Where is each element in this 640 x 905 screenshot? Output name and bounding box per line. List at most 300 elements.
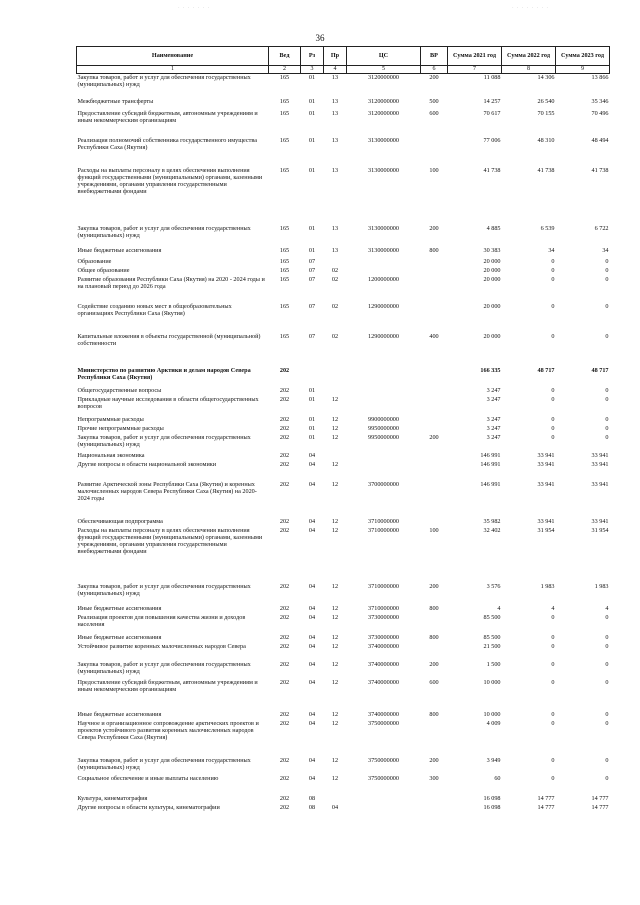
cell-pr: 12	[331, 678, 339, 686]
cell-sum-2022: 0	[551, 756, 555, 764]
cell-sum-2021: 4 885	[486, 224, 501, 232]
cell-ved: 202	[279, 642, 290, 650]
cell-pr: 12	[331, 774, 339, 782]
cell-rz: 04	[308, 480, 316, 488]
cell-rz: 07	[308, 266, 316, 274]
cell-cs: 3750000000	[368, 719, 399, 727]
cell-sum-2022: 4	[551, 604, 555, 612]
cell-pr: 02	[331, 302, 339, 310]
cell-sum-2022: 33 941	[537, 517, 555, 525]
cell-cs	[347, 396, 421, 416]
cell-pr: 12	[331, 395, 339, 403]
cell-sum-2021: 146 991	[480, 480, 501, 488]
table-row	[77, 481, 610, 518]
cell-sum-2022: 0	[551, 719, 555, 727]
table-row	[77, 583, 610, 605]
cell-sum-2021: 1 500	[486, 660, 501, 668]
cell-cs: 3710000000	[368, 582, 399, 590]
cell-sum-2021: 70 617	[483, 109, 501, 117]
cell-name: Предоставление субсидий бюджетным, автономным учреждениям и иным некоммерческим организациям	[77, 109, 258, 124]
cell-vr: 800	[429, 710, 439, 718]
cell-rz	[301, 367, 324, 387]
table-row	[77, 416, 610, 425]
cell-cs: 3700000000	[368, 480, 399, 488]
cell-sum-2021: 20 000	[483, 302, 501, 310]
cell-sum-2021: 85 500	[483, 613, 501, 621]
table-row	[77, 775, 610, 795]
cell-rz: 07	[308, 275, 316, 283]
header-pr: Пр	[324, 47, 347, 66]
table-row	[77, 137, 610, 167]
table-row	[77, 110, 610, 137]
cell-pr: 13	[331, 109, 339, 117]
table-row	[77, 795, 610, 804]
cell-sum-2022: 48 310	[537, 136, 555, 144]
cell-sum-2022: 0	[551, 660, 555, 668]
cell-rz: 04	[308, 678, 316, 686]
cell-ved: 202	[279, 582, 290, 590]
cell-sum-2023: 0	[605, 266, 609, 274]
cell-vr	[421, 367, 448, 387]
cell-pr	[324, 367, 347, 387]
table-row	[77, 661, 610, 679]
cell-vr: 200	[429, 433, 439, 441]
cell-sum-2023: 33 941	[591, 460, 609, 468]
cell-cs	[347, 267, 421, 276]
cell-name: Расходы на выплаты персоналу в целях обеспечения выполнения функций государственными (муниципальными) органами, казенными учреждениями, органами управления государственными внебюджетными фондами	[77, 526, 263, 556]
cell-ved: 202	[279, 517, 290, 525]
cell-ved: 202	[279, 774, 290, 782]
cell-ved: 165	[279, 74, 290, 82]
cell-pr: 13	[331, 166, 339, 174]
cell-sum-2021: 30 383	[483, 246, 501, 254]
cell-vr: 500	[429, 97, 439, 105]
cell-cs: 3740000000	[368, 678, 399, 686]
cell-ved: 165	[279, 224, 290, 232]
cell-ved: 202	[279, 633, 290, 641]
cell-sum-2023: 0	[605, 302, 609, 310]
cell-pr: 13	[331, 136, 339, 144]
table-row	[77, 333, 610, 367]
cell-ved: 165	[279, 332, 290, 340]
cell-sum-2023: 0	[605, 756, 609, 764]
cell-sum-2023: 33 941	[591, 517, 609, 525]
cell-vr	[421, 137, 448, 167]
table-row	[77, 679, 610, 711]
cell-vr: 800	[429, 633, 439, 641]
cell-pr: 12	[331, 756, 339, 764]
header-sum-2021: Сумма 2021 год	[448, 47, 502, 66]
cell-name: Культура, кинематография	[77, 794, 148, 802]
cell-vr: 200	[429, 224, 439, 232]
cell-sum-2021: 35 982	[483, 517, 501, 525]
header-cs: ЦС	[347, 47, 421, 66]
cell-ved: 165	[279, 136, 290, 144]
cell-ved: 202	[279, 756, 290, 764]
cell-vr	[421, 387, 448, 396]
cell-pr: 12	[331, 517, 339, 525]
cell-name: Развитие образования Республики Саха (Якутия) на 2020 - 2024 годы и на плановый период до 2026 года	[77, 275, 265, 290]
cell-cs: 3120000000	[368, 97, 399, 105]
cell-vr	[421, 258, 448, 267]
table-row	[77, 425, 610, 434]
cell-sum-2022: 0	[551, 395, 555, 403]
cell-sum-2021: 4 009	[486, 719, 501, 727]
cell-sum-2021: 60	[494, 774, 501, 782]
table-row	[77, 167, 610, 225]
cell-sum-2022: 14 777	[537, 803, 555, 811]
cell-sum-2021: 10 000	[483, 710, 501, 718]
cell-vr: 100	[429, 166, 439, 174]
cell-vr: 600	[429, 678, 439, 686]
cell-name: Другие вопросы в области национальной экономики	[77, 460, 217, 468]
header-name: Наименование	[77, 47, 269, 66]
cell-cs: 3130000000	[368, 246, 399, 254]
cell-sum-2022: 48 717	[537, 366, 555, 374]
cell-sum-2023: 6 722	[594, 224, 609, 232]
cell-cs: 9950000000	[368, 433, 399, 441]
cell-name: Предоставление субсидий бюджетным, автономным учреждениям и иным некоммерческим организациям	[77, 678, 258, 693]
cell-vr: 100	[429, 526, 439, 534]
cell-rz: 07	[308, 302, 316, 310]
cell-sum-2022: 0	[551, 424, 555, 432]
cell-sum-2021: 21 500	[483, 642, 501, 650]
cell-sum-2023: 48 717	[591, 366, 609, 374]
cell-cs: 3740000000	[368, 660, 399, 668]
cell-sum-2023: 0	[605, 660, 609, 668]
table-row	[77, 267, 610, 276]
cell-sum-2023: 0	[605, 710, 609, 718]
cell-rz: 04	[308, 719, 316, 727]
cell-pr	[324, 795, 347, 804]
cell-ved: 202	[279, 613, 290, 621]
cell-ved: 202	[279, 794, 290, 802]
cell-ved: 202	[279, 433, 290, 441]
cell-cs: 3730000000	[368, 633, 399, 641]
cell-rz: 04	[308, 613, 316, 621]
table-row	[77, 643, 610, 661]
table-row	[77, 527, 610, 583]
cell-cs: 3740000000	[368, 710, 399, 718]
cell-sum-2021: 3 949	[486, 756, 501, 764]
cell-sum-2023: 0	[605, 642, 609, 650]
cell-rz: 01	[308, 395, 316, 403]
table-row	[77, 367, 610, 387]
cell-cs	[347, 367, 421, 387]
cell-vr	[421, 643, 448, 661]
cell-vr: 800	[429, 246, 439, 254]
cell-sum-2022: 33 941	[537, 460, 555, 468]
scan-mark-left: · · · · · · ·	[178, 6, 211, 11]
cell-pr: 12	[331, 480, 339, 488]
cell-rz: 04	[308, 710, 316, 718]
cell-sum-2023: 0	[605, 415, 609, 423]
cell-name: Закупка товаров, работ и услуг для обеспечения государственных (муниципальных) нужд	[77, 433, 251, 448]
cell-name: Межбюджетные трансферты	[77, 97, 154, 105]
cell-name: Закупка товаров, работ и услуг для обеспечения государственных (муниципальных) нужд	[77, 756, 251, 771]
cell-sum-2022: 0	[551, 613, 555, 621]
cell-sum-2021: 3 247	[486, 424, 501, 432]
cell-name: Капитальные вложения в объекты государственной (муниципальной) собственности	[77, 332, 261, 347]
cell-pr: 02	[331, 266, 339, 274]
cell-pr: 12	[331, 526, 339, 534]
cell-rz: 01	[308, 109, 316, 117]
cell-pr: 12	[331, 719, 339, 727]
cell-pr	[324, 387, 347, 396]
cell-pr	[324, 258, 347, 267]
cell-rz: 04	[308, 633, 316, 641]
cell-pr: 12	[331, 660, 339, 668]
cell-ved: 165	[279, 109, 290, 117]
cell-pr: 12	[331, 633, 339, 641]
cell-ved: 165	[279, 166, 290, 174]
cell-ved: 202	[279, 386, 290, 394]
cell-ved: 202	[279, 604, 290, 612]
cell-sum-2023: 41 738	[591, 166, 609, 174]
cell-vr	[421, 396, 448, 416]
cell-name: Иные бюджетные ассигнования	[77, 710, 162, 718]
cell-rz: 01	[308, 166, 316, 174]
cell-pr: 12	[331, 710, 339, 718]
cell-rz: 01	[308, 424, 316, 432]
cell-sum-2022: 0	[551, 257, 555, 265]
cell-sum-2023: 0	[605, 386, 609, 394]
cell-ved: 165	[279, 302, 290, 310]
cell-sum-2022: 33 941	[537, 480, 555, 488]
cell-sum-2023: 4	[605, 604, 609, 612]
cell-rz: 01	[308, 74, 316, 82]
cell-rz: 01	[308, 386, 316, 394]
cell-sum-2021: 146 991	[480, 451, 501, 459]
cell-name: Национальная экономика	[77, 451, 145, 459]
cell-cs: 3120000000	[368, 109, 399, 117]
cell-vr: 200	[429, 756, 439, 764]
cell-sum-2021: 3 247	[486, 386, 501, 394]
cell-name: Прочие непрограммные расходы	[77, 424, 164, 432]
cell-name: Иные бюджетные ассигнования	[77, 633, 162, 641]
cell-rz: 01	[308, 246, 316, 254]
cell-ved: 202	[279, 415, 290, 423]
cell-pr: 13	[331, 224, 339, 232]
column-number: 3	[301, 66, 324, 74]
cell-rz: 04	[308, 451, 316, 459]
cell-cs: 3740000000	[368, 642, 399, 650]
cell-sum-2021: 16 098	[483, 803, 501, 811]
cell-vr	[421, 481, 448, 518]
cell-rz: 01	[308, 224, 316, 232]
header-ved: Вед	[269, 47, 301, 66]
cell-sum-2021: 16 098	[483, 794, 501, 802]
table-row	[77, 247, 610, 258]
cell-rz: 04	[308, 642, 316, 650]
cell-sum-2021: 4	[497, 604, 501, 612]
cell-name: Содействие созданию новых мест в общеобразовательных организациях Республики Саха (Якутия)	[77, 302, 232, 317]
cell-sum-2022: 0	[551, 415, 555, 423]
cell-sum-2022: 31 954	[537, 526, 555, 534]
cell-cs: 3750000000	[368, 774, 399, 782]
cell-pr: 12	[331, 582, 339, 590]
cell-name: Устойчивое развитие коренных малочисленных народов Севера	[77, 642, 246, 650]
cell-sum-2022: 41 738	[537, 166, 555, 174]
cell-ved: 165	[279, 97, 290, 105]
cell-sum-2021: 3 247	[486, 395, 501, 403]
column-number: 8	[502, 66, 556, 74]
cell-sum-2022: 34	[548, 246, 555, 254]
cell-vr	[421, 804, 448, 813]
cell-sum-2023: 48 494	[591, 136, 609, 144]
cell-sum-2023: 33 941	[591, 451, 609, 459]
header-rz: Рз	[301, 47, 324, 66]
cell-vr: 200	[429, 74, 439, 82]
cell-sum-2023: 0	[605, 678, 609, 686]
header-sum-2022: Сумма 2022 год	[502, 47, 556, 66]
cell-cs: 3710000000	[368, 517, 399, 525]
cell-sum-2023: 35 346	[591, 97, 609, 105]
cell-sum-2023: 0	[605, 719, 609, 727]
cell-cs: 3130000000	[368, 224, 399, 232]
cell-vr: 300	[429, 774, 439, 782]
cell-name: Образование	[77, 257, 112, 265]
budget-table	[76, 46, 610, 813]
cell-cs	[347, 387, 421, 396]
cell-vr	[421, 276, 448, 303]
cell-name: Иные бюджетные ассигнования	[77, 246, 162, 254]
table-row	[77, 605, 610, 614]
cell-name: Иные бюджетные ассигнования	[77, 604, 162, 612]
cell-rz: 01	[308, 433, 316, 441]
cell-vr	[421, 461, 448, 481]
cell-name: Министерство по развитию Арктики и делам народов Севера Республики Саха (Якутия)	[77, 366, 251, 381]
cell-cs: 9900000000	[368, 415, 399, 423]
table-row	[77, 804, 610, 813]
cell-ved: 202	[279, 719, 290, 727]
cell-sum-2023: 1 983	[594, 582, 609, 590]
cell-cs: 3750000000	[368, 756, 399, 764]
cell-ved: 202	[279, 424, 290, 432]
cell-ved: 202	[279, 395, 290, 403]
cell-cs: 3730000000	[368, 613, 399, 621]
table-row	[77, 276, 610, 303]
cell-name: Общегосударственные вопросы	[77, 386, 162, 394]
cell-sum-2023: 0	[605, 613, 609, 621]
cell-rz: 04	[308, 582, 316, 590]
table-header-row	[77, 47, 610, 66]
cell-rz: 04	[308, 604, 316, 612]
cell-pr: 02	[331, 275, 339, 283]
cell-sum-2021: 3 247	[486, 415, 501, 423]
cell-rz: 07	[308, 332, 316, 340]
page-number: 36	[315, 33, 325, 43]
cell-vr	[421, 267, 448, 276]
cell-sum-2022: 0	[551, 633, 555, 641]
column-number: 4	[324, 66, 347, 74]
cell-sum-2022: 6 539	[540, 224, 555, 232]
table-row	[77, 720, 610, 757]
cell-sum-2022: 0	[551, 386, 555, 394]
cell-name: Обеспечивающая подпрограмма	[77, 517, 163, 525]
cell-sum-2023: 0	[605, 774, 609, 782]
cell-sum-2021: 3 247	[486, 433, 501, 441]
cell-pr: 13	[331, 97, 339, 105]
cell-sum-2022: 0	[551, 332, 555, 340]
cell-ved: 202	[279, 480, 290, 488]
cell-sum-2022: 14 306	[537, 74, 555, 82]
cell-name: Закупка товаров, работ и услуг для обеспечения государственных (муниципальных) нужд	[77, 224, 251, 239]
cell-cs	[347, 258, 421, 267]
cell-name: Непрограммные расходы	[77, 415, 144, 423]
cell-sum-2021: 85 500	[483, 633, 501, 641]
cell-pr	[324, 452, 347, 461]
cell-sum-2021: 14 257	[483, 97, 501, 105]
cell-cs	[347, 452, 421, 461]
cell-sum-2023: 31 954	[591, 526, 609, 534]
cell-sum-2023: 0	[605, 275, 609, 283]
cell-sum-2022: 26 540	[537, 97, 555, 105]
cell-pr: 13	[331, 246, 339, 254]
cell-vr: 400	[429, 332, 439, 340]
cell-ved: 202	[279, 710, 290, 718]
cell-sum-2023: 0	[605, 633, 609, 641]
cell-sum-2023: 0	[605, 424, 609, 432]
table-row	[77, 452, 610, 461]
cell-rz: 04	[308, 774, 316, 782]
cell-rz: 04	[308, 660, 316, 668]
cell-pr: 12	[331, 642, 339, 650]
cell-sum-2023: 70 496	[591, 109, 609, 117]
cell-cs	[347, 461, 421, 481]
cell-rz: 04	[308, 526, 316, 534]
cell-pr: 12	[331, 433, 339, 441]
cell-sum-2021: 20 000	[483, 257, 501, 265]
cell-sum-2022: 0	[551, 774, 555, 782]
cell-pr: 13	[331, 74, 339, 82]
cell-sum-2022: 70 155	[537, 109, 555, 117]
cell-sum-2022: 0	[551, 678, 555, 686]
cell-vr	[421, 720, 448, 757]
table-row	[77, 434, 610, 452]
table-row	[77, 98, 610, 110]
table-row	[77, 387, 610, 396]
column-number: 6	[421, 66, 448, 74]
cell-sum-2023: 0	[605, 433, 609, 441]
cell-ved: 202	[279, 526, 290, 534]
cell-sum-2022: 0	[551, 275, 555, 283]
cell-sum-2023: 0	[605, 395, 609, 403]
cell-ved: 165	[279, 257, 290, 265]
cell-cs: 3120000000	[368, 74, 399, 82]
cell-name: Закупка товаров, работ и услуг для обеспечения государственных (муниципальных) нужд	[77, 660, 251, 675]
cell-cs	[347, 795, 421, 804]
cell-cs: 9950000000	[368, 424, 399, 432]
cell-sum-2022: 33 941	[537, 451, 555, 459]
column-number: 1	[77, 66, 269, 74]
cell-rz: 01	[308, 415, 316, 423]
cell-cs: 3130000000	[368, 136, 399, 144]
cell-cs: 1200000000	[368, 275, 399, 283]
cell-rz: 01	[308, 97, 316, 105]
header-vr: ВР	[421, 47, 448, 66]
cell-sum-2021: 77 006	[483, 136, 501, 144]
cell-sum-2022: 0	[551, 302, 555, 310]
cell-pr: 02	[331, 332, 339, 340]
cell-sum-2022: 0	[551, 433, 555, 441]
header-sum-2023: Сумма 2023 год	[556, 47, 610, 66]
cell-vr	[421, 416, 448, 425]
column-number-row	[77, 66, 610, 74]
cell-name: Научное и организационное сопровождение арктических проектов и проектов устойчивого развития коренных малочисленных народов Севера Республики Саха (Якутия)	[77, 719, 259, 742]
cell-rz: 04	[308, 517, 316, 525]
cell-pr: 12	[331, 613, 339, 621]
